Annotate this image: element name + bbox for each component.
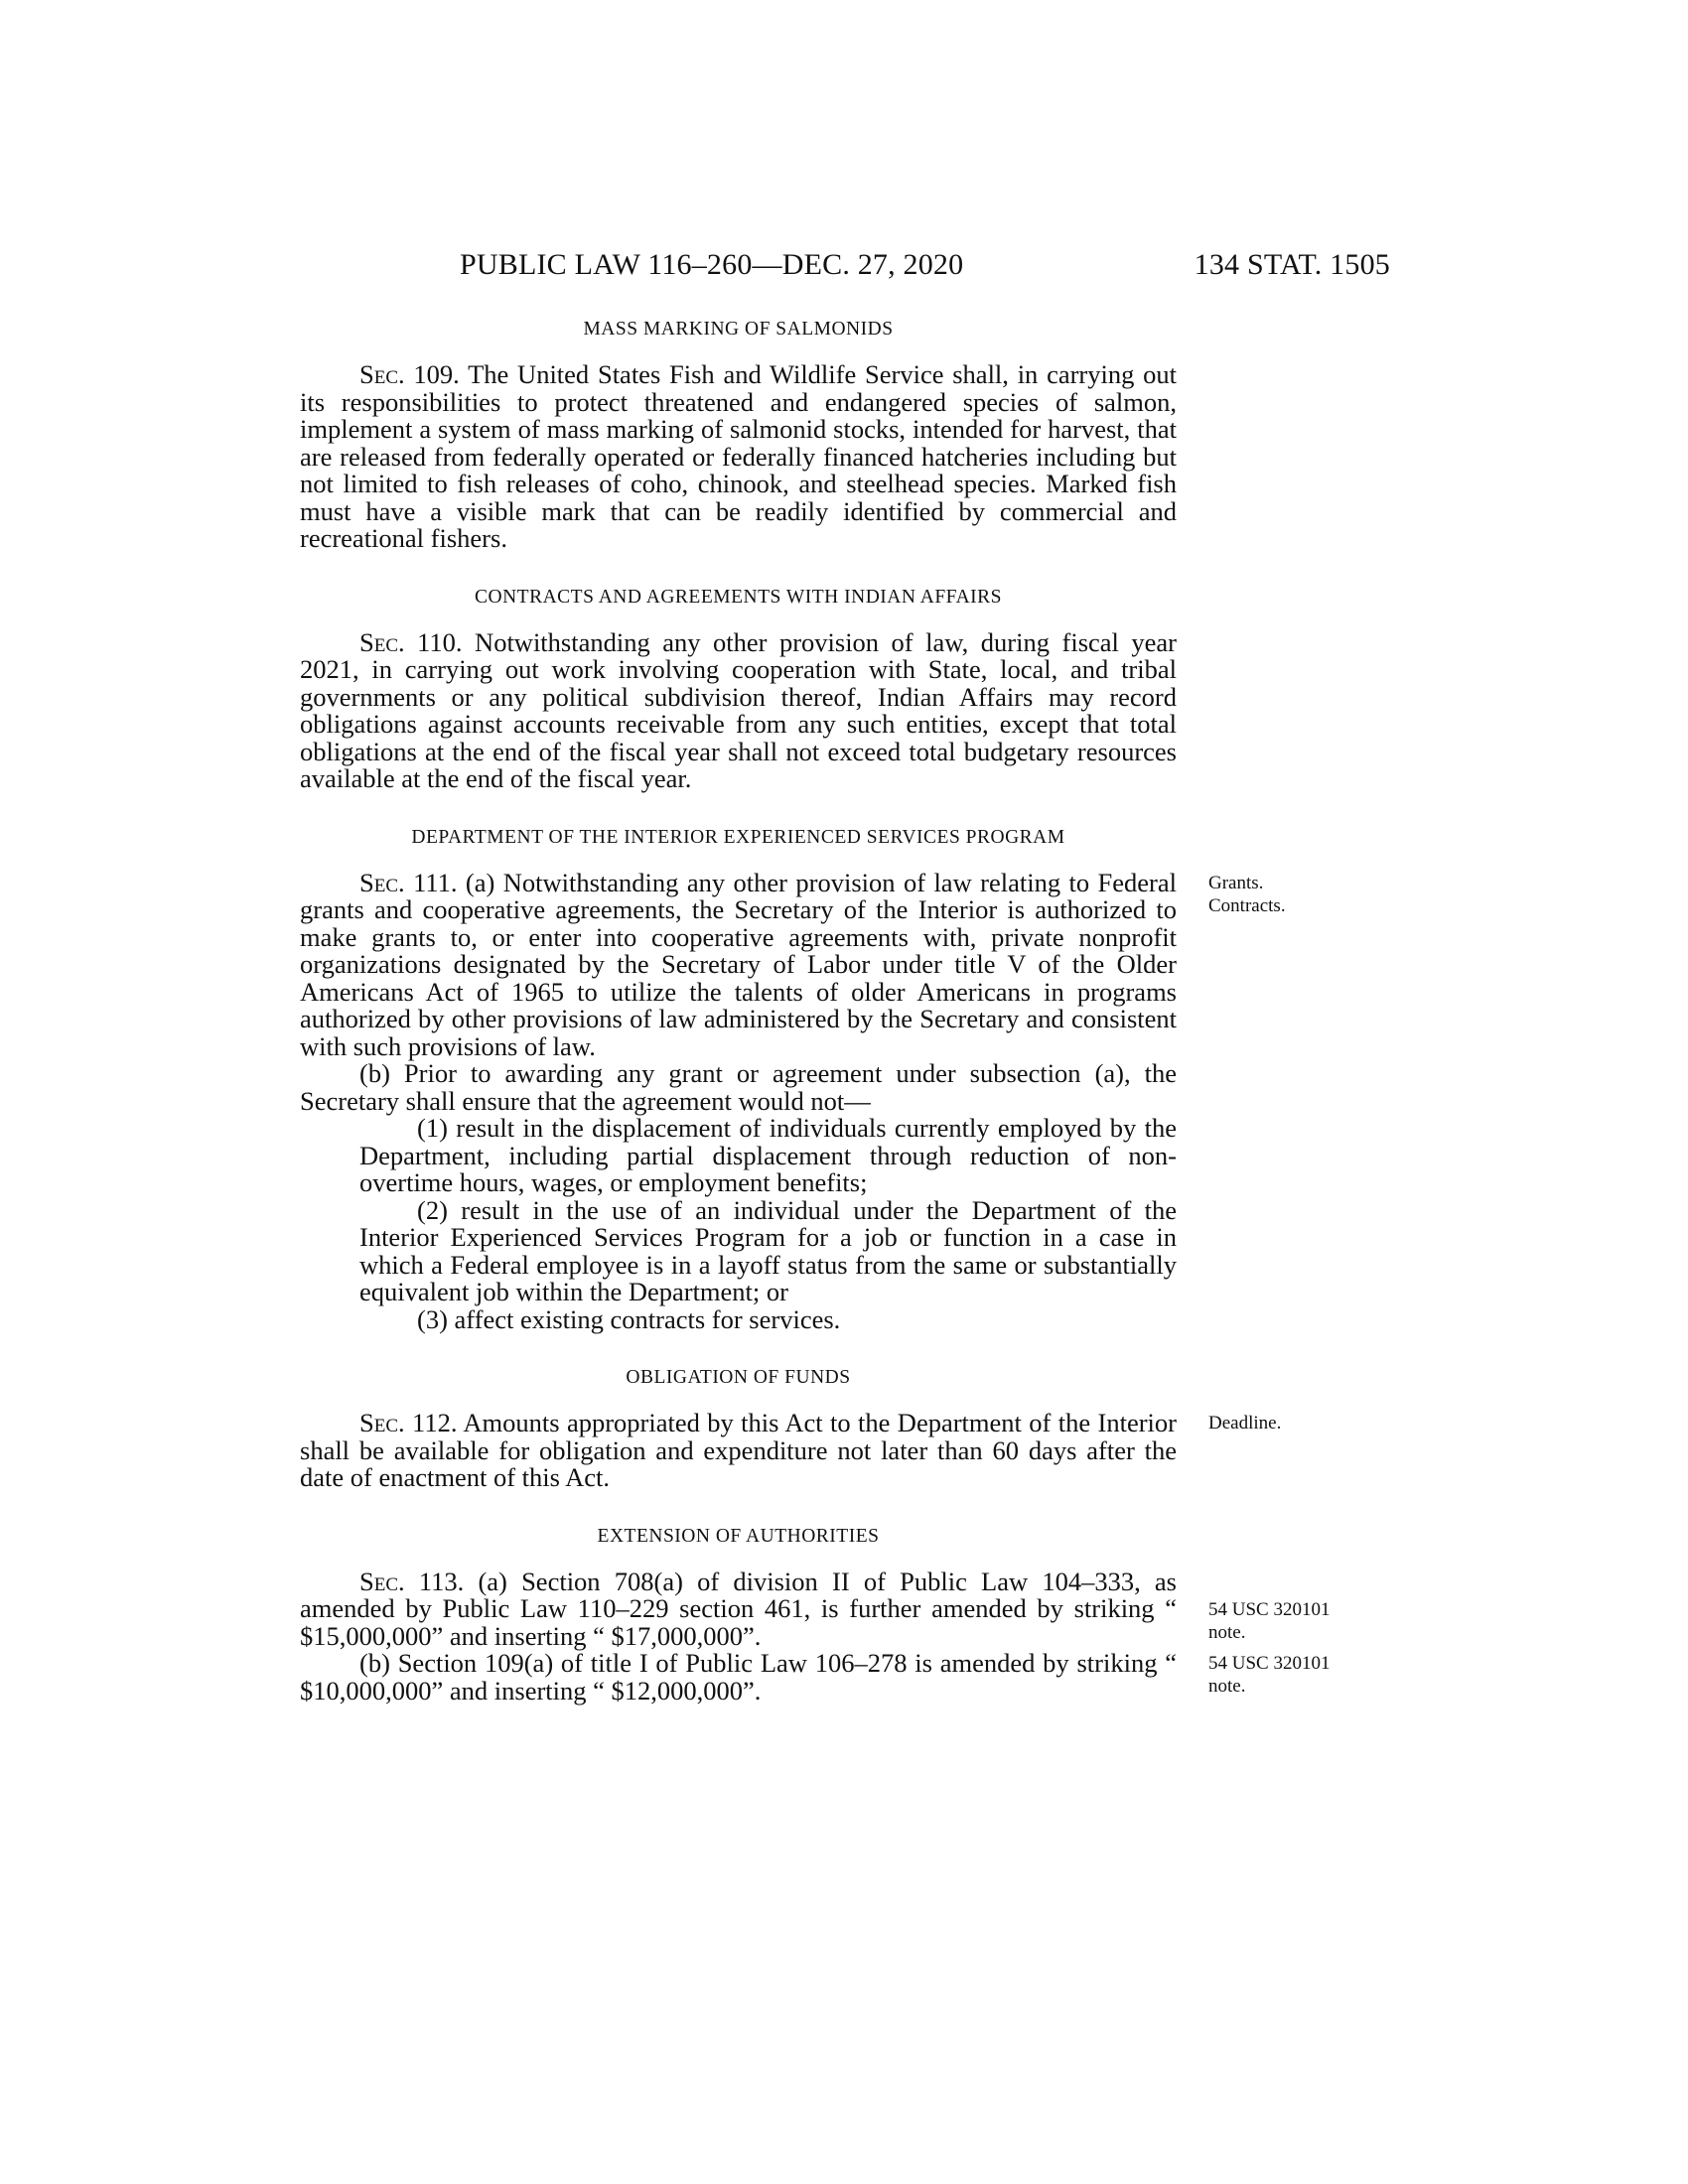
section-111-item-2: (2) result in the use of an individual under the Department of the Interior Experienced Services Program for a job or function in a case in which a Federal employee is in a layoff status from the same or substantially equivalent job within the Department; or <box>359 1194 1177 1306</box>
section-109-heading: MASS MARKING OF SALMONIDS <box>583 319 894 340</box>
section-111-item-3: (3) affect existing contracts for services. <box>417 1303 841 1334</box>
sec-label: Sec. <box>359 1408 405 1437</box>
page-header <box>298 248 1390 288</box>
statute-page-number: 134 STAT. 1505 <box>1194 248 1390 281</box>
section-113-subsection-b: (b) Section 109(a) of title I of Public Law 106–278 is amended by striking “ $10,000,000” and inserting “ $12,000,000”. <box>300 1648 1177 1706</box>
section-113-heading: EXTENSION OF AUTHORITIES <box>597 1525 880 1547</box>
section-111-subsection-b: (b) Prior to awarding any grant or agreement under subsection (a), the Secretary shall ensure that the agreement would not— <box>300 1058 1177 1116</box>
sec-label: Sec. <box>359 867 405 897</box>
section-111-item-1: (1) result in the displacement of individuals currently employed by the Department, including partial displacement through reduction of non-overtime hours, wages, or employment benefits; <box>359 1113 1177 1197</box>
margin-note-usc-b: 54 USC 320101 note. <box>1208 1652 1331 1697</box>
section-110-heading: CONTRACTS AND AGREEMENTS WITH INDIAN AFFAIRS <box>474 586 1003 608</box>
margin-note-grants-contracts: Grants. Contracts. <box>1208 872 1286 916</box>
margin-note-deadline: Deadline. <box>1208 1413 1282 1433</box>
section-112 <box>300 1366 1282 1492</box>
section-109-text: Sec. 109. The United States Fish and Wildlife Service shall, in carrying out its responsibilities to protect threatened and endangered species of salmon, implement a system of mass marking of salmonid stocks, intended for harvest, that are released from federally operated or federally financed hatcheries including but not limited to fish releases of coho, chinook, and steelhead species. Marked fish must have a visible mark that can be readily identified by commercial and recreational fishers. <box>300 359 1177 553</box>
section-111 <box>300 826 1286 1334</box>
section-112-heading: OBLIGATION OF FUNDS <box>626 1367 851 1388</box>
section-113 <box>300 1525 1331 1706</box>
sec-label: Sec. <box>359 1566 405 1596</box>
section-113-subsection-a: Sec. 113. (a) Section 708(a) of division II of Public Law 104–333, as amended by Public Law 110–229 section 461, is further amended by striking “ $15,000,000” and inserting “ $17,000,000”. <box>300 1566 1177 1651</box>
document-body <box>300 318 1331 1706</box>
sec-label: Sec. <box>359 359 405 389</box>
section-109 <box>300 318 1177 553</box>
section-110-text: Sec. 110. Notwithstanding any other provision of law, during fiscal year 2021, in carrying out work involving cooperation with State, local, and tribal governments or any political subdivision thereof, Indian Affairs may record obligations against accounts receivable from any such entities, except that total obligations at the end of the fiscal year shall not exceed total budgetary resources available at the end of the fiscal year. <box>300 626 1177 793</box>
section-111-subsection-a: Sec. 111. (a) Notwithstanding any other provision of law relating to Federal grants and cooperative agreements, the Secretary of the Interior is authorized to make grants to, or enter into cooperative agreements with, private nonprofit organizations designated by the Secretary of Labor under title V of the Older Americans Act of 1965 to utilize the talents of older Americans in programs authorized by other provisions of law administered by the Secretary and consistent with such provisions of law. <box>300 867 1177 1061</box>
public-law-citation: PUBLIC LAW 116–260—DEC. 27, 2020 <box>460 248 964 281</box>
margin-note-usc-a: 54 USC 320101 note. <box>1208 1598 1331 1643</box>
section-110 <box>300 586 1177 793</box>
section-111-heading: DEPARTMENT OF THE INTERIOR EXPERIENCED SERVICES PROGRAM <box>411 826 1065 848</box>
section-112-text: Sec. 112. Amounts appropriated by this Act to the Department of the Interior shall be available for obligation and expenditure not later than 60 days after the date of enactment of this Act. <box>300 1408 1177 1492</box>
sec-label: Sec. <box>359 626 405 657</box>
